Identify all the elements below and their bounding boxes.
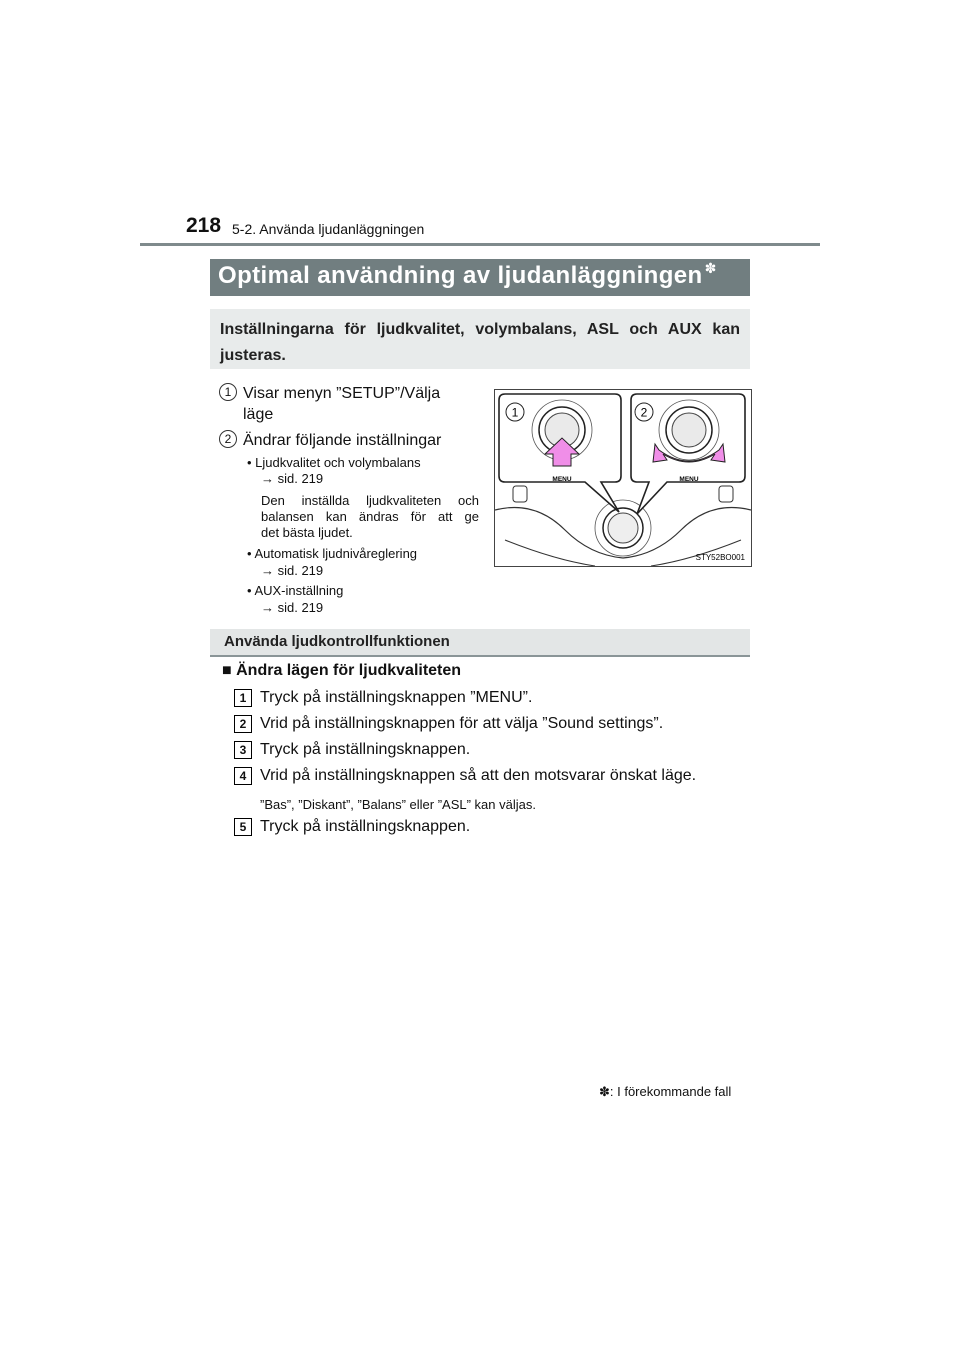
bullet-line: → sid. 219 bbox=[261, 600, 324, 615]
procedure-heading bbox=[222, 662, 461, 680]
step-4-note: ”Bas”, ”Diskant”, ”Balans” eller ”ASL” kan väljas. bbox=[260, 797, 536, 812]
item-number-1: 1 bbox=[219, 383, 237, 401]
step-3-text: Tryck på inställningsknappen. bbox=[260, 741, 471, 758]
figure-code: STY52BO001 bbox=[695, 553, 745, 562]
menu-label-left: MENU bbox=[552, 476, 572, 483]
title-bar bbox=[210, 259, 750, 296]
step-number-5: 5 bbox=[234, 818, 252, 836]
item-2-text: Ändrar följande inställningar bbox=[243, 432, 442, 449]
procedure-heading-text: Ändra lägen för ljudkvaliteten bbox=[236, 662, 462, 679]
intro-box bbox=[210, 309, 750, 369]
step-number-1: 1 bbox=[234, 689, 252, 707]
asterisk-icon: ✽ bbox=[704, 260, 717, 276]
subsection-title: Använda ljudkontrollfunktionen bbox=[224, 633, 450, 650]
header-divider bbox=[140, 243, 820, 246]
step-5-text: Tryck på inställningsknappen. bbox=[260, 818, 471, 835]
bullet-line: balansen kan ändras för att ge bbox=[261, 509, 479, 524]
page-number: 218 bbox=[186, 214, 222, 237]
step-number-2: 2 bbox=[234, 715, 252, 733]
step-number-3: 3 bbox=[234, 741, 252, 759]
item-1-line-1: Visar menyn ”SETUP”/Välja bbox=[243, 385, 441, 402]
control-knob-figure bbox=[494, 389, 752, 567]
page-title bbox=[218, 262, 717, 290]
subsection-bar bbox=[210, 629, 750, 657]
bullet-line: → sid. 219 bbox=[261, 471, 324, 486]
figure-illustration bbox=[495, 390, 751, 566]
bullet-line: → sid. 219 bbox=[261, 563, 324, 578]
step-2-text: Vrid på inställningsknappen för att välja ”Sound settings”. bbox=[260, 715, 664, 732]
item-1-line-2: läge bbox=[243, 406, 274, 423]
callout-1: 1 bbox=[511, 405, 519, 420]
step-number-4: 4 bbox=[234, 767, 252, 785]
footnote: ✽: I förekommande fall bbox=[599, 1084, 732, 1099]
step-4-text: Vrid på inställningsknappen så att den motsvarar önskat läge. bbox=[260, 767, 697, 784]
bullet-line: • Automatisk ljudnivåreglering bbox=[247, 546, 418, 561]
page-title-text: Optimal användning av ljudanläggningen bbox=[218, 262, 703, 289]
item-number-2: 2 bbox=[219, 430, 237, 448]
bullet-line: • Ljudkvalitet och volymbalans bbox=[247, 455, 421, 470]
square-bullet-icon: ■ bbox=[222, 662, 232, 679]
bullet-line: Den inställda ljudkvaliteten och bbox=[261, 493, 479, 508]
section-label: 5-2. Använda ljudanläggningen bbox=[232, 221, 425, 237]
intro-text: Inställningarna för ljudkvalitet, volymbalans, ASL och AUX kan justeras. bbox=[220, 321, 740, 364]
bullet-line: • AUX-inställning bbox=[247, 583, 344, 598]
menu-label-right: MENU bbox=[679, 476, 699, 483]
step-1-text: Tryck på inställningsknappen ”MENU”. bbox=[260, 689, 533, 706]
callout-2: 2 bbox=[640, 405, 648, 420]
bullet-line: det bästa ljudet. bbox=[261, 525, 353, 540]
